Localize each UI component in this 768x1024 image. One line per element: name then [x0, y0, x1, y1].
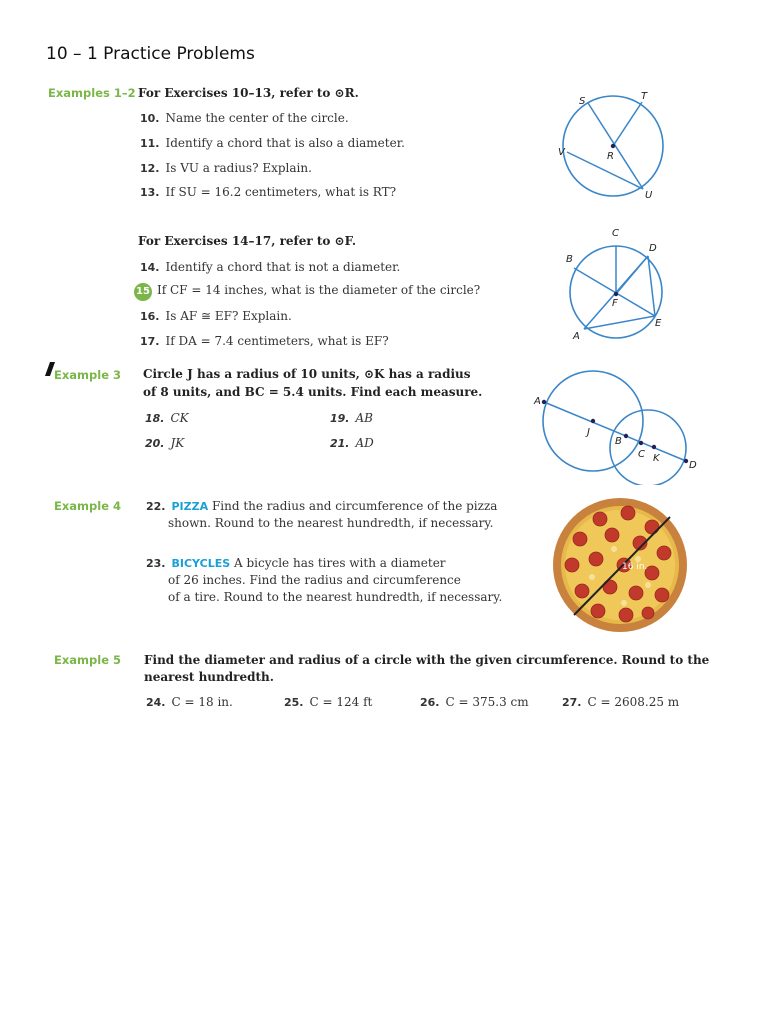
- point-a: [542, 400, 546, 404]
- point-k: [652, 445, 656, 449]
- label-e: E: [655, 318, 662, 329]
- problem-27: 27. C = 2608.25 m: [562, 695, 680, 709]
- page-title: 10 – 1 Practice Problems: [46, 44, 255, 64]
- label-u: U: [645, 190, 653, 201]
- two-circles-diagram: [530, 360, 710, 485]
- problem-15: 15 If CF = 14 inches, what is the diameter of the circle?: [134, 283, 480, 301]
- exercise-heading-18-21-line1: Circle J has a radius of 10 units, ⊙K has a radius: [143, 367, 471, 381]
- problem-23-line2: of 26 inches. Find the radius and circumference: [168, 573, 461, 587]
- point-r: [611, 144, 615, 148]
- radius-rt: [613, 102, 642, 146]
- problem-25: 25. C = 124 ft: [284, 695, 373, 709]
- problem-23: 23. BICYCLES A bicycle has tires with a diameter: [146, 556, 446, 570]
- label-d: D: [649, 243, 657, 254]
- highlighted-problem-badge: 15: [134, 283, 152, 301]
- pizza-diameter-label: 16 in.: [622, 562, 648, 572]
- point-j: [591, 419, 595, 423]
- example-label-3: Example 3: [54, 368, 121, 382]
- problem-18: 18. CK: [145, 411, 189, 425]
- exercise-heading-24-27-line1: Find the diameter and radius of a circle with the given circumference. Round to the: [144, 653, 710, 667]
- label-b: B: [566, 254, 573, 265]
- problem-19: 19. AB: [330, 411, 373, 425]
- label-a: A: [573, 331, 580, 341]
- label-d: D: [689, 460, 697, 471]
- label-r: R: [607, 151, 614, 162]
- problem-22: 22. PIZZA Find the radius and circumference of the pizza: [146, 499, 498, 513]
- problem-17: 17. If DA = 7.4 centimeters, what is EF?: [140, 334, 389, 348]
- problem-12: 12. Is VU a radius? Explain.: [140, 161, 312, 175]
- problem-13: 13. If SU = 16.2 centimeters, what is RT?: [140, 185, 397, 199]
- bicycles-keyword: BICYCLES: [171, 557, 231, 570]
- problem-10: 10. Name the center of the circle.: [140, 111, 349, 125]
- problem-21: 21. AD: [330, 436, 374, 450]
- label-b: B: [615, 436, 622, 447]
- example-label-4: Example 4: [54, 499, 121, 513]
- problem-26: 26. C = 375.3 cm: [420, 695, 529, 709]
- segment-ad: [544, 402, 686, 461]
- point-b: [624, 434, 628, 438]
- problem-11: 11. Identify a chord that is also a diameter.: [140, 136, 405, 150]
- label-j: J: [587, 427, 590, 438]
- label-c: C: [612, 228, 619, 239]
- label-c: C: [638, 449, 645, 460]
- circle-f-diagram: [560, 226, 675, 341]
- example-label-5: Example 5: [54, 653, 121, 667]
- pizza-keyword: PIZZA: [171, 500, 209, 513]
- point-c: [639, 441, 643, 445]
- pizza-image: [552, 495, 688, 635]
- exercise-heading-10-13: For Exercises 10–13, refer to ⊙R.: [138, 86, 359, 100]
- problem-16: 16. Is AF ≅ EF? Explain.: [140, 309, 292, 323]
- example-label-1-2: Examples 1–2: [48, 86, 136, 100]
- circle-k: [610, 410, 686, 485]
- exercise-heading-18-21-line2: of 8 units, and BC = 5.4 units. Find each measure.: [143, 385, 483, 399]
- exercise-heading-24-27-line2: nearest hundredth.: [144, 670, 274, 684]
- point-d: [684, 459, 688, 463]
- exercise-heading-14-17: For Exercises 14–17, refer to ⊙F.: [138, 234, 357, 248]
- label-t: T: [641, 91, 648, 102]
- label-k: K: [653, 453, 660, 464]
- problem-14: 14. Identify a chord that is not a diameter.: [140, 260, 401, 274]
- problem-24: 24. C = 18 in.: [146, 695, 233, 709]
- label-s: S: [579, 96, 586, 107]
- problem-23-line3: of a tire. Round to the nearest hundredth, if necessary.: [168, 590, 503, 604]
- circle-r-diagram: [555, 88, 670, 203]
- label-a: A: [534, 396, 541, 407]
- label-f: F: [612, 298, 618, 309]
- problem-22-line2: shown. Round to the nearest hundredth, if necessary.: [168, 516, 494, 530]
- point-f: [614, 292, 618, 296]
- problem-20: 20. JK: [145, 436, 185, 450]
- label-v: V: [558, 147, 565, 158]
